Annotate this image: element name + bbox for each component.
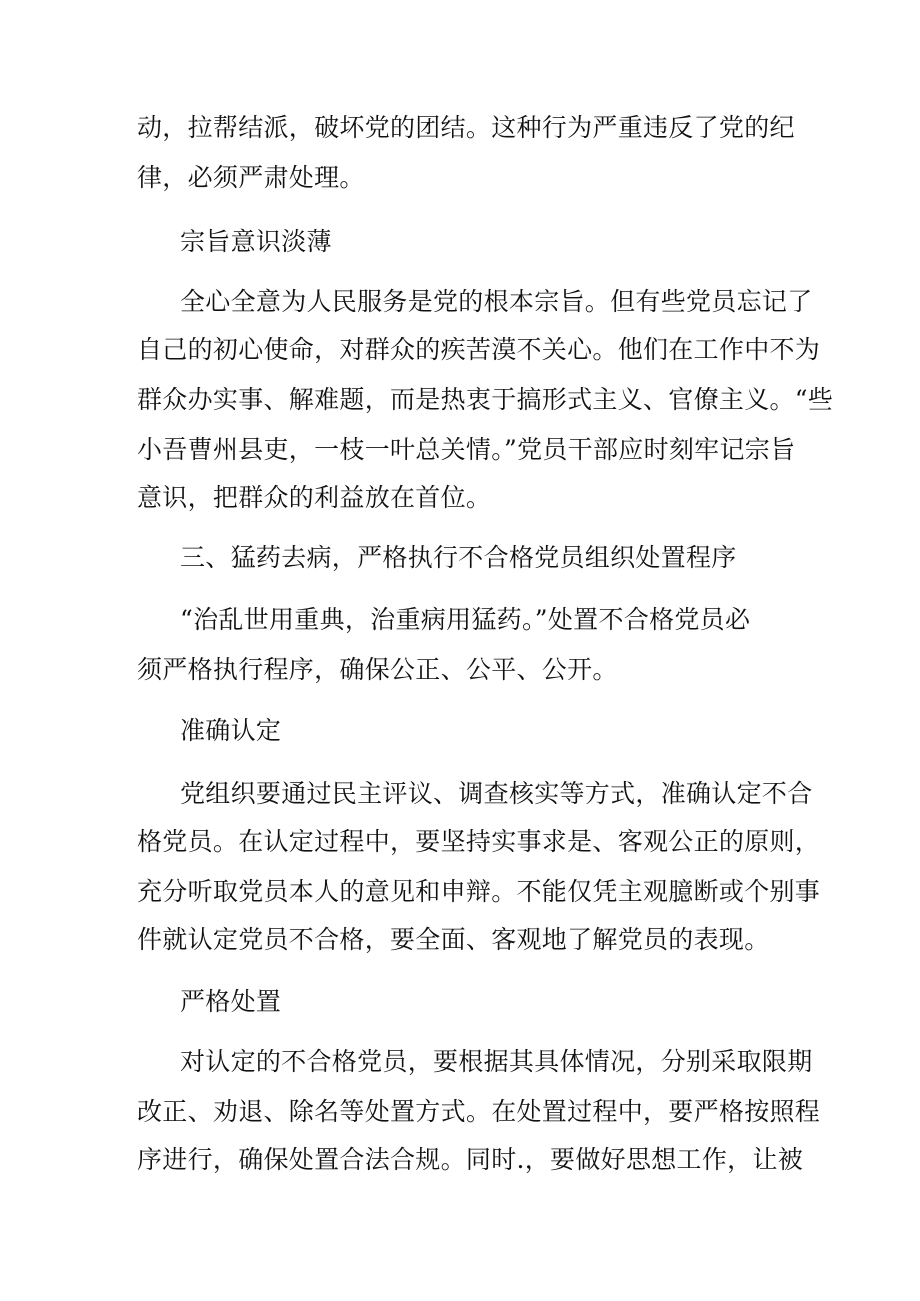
section-heading: 严格处置 bbox=[180, 987, 282, 1016]
section-heading: 宗旨意识淡薄 bbox=[180, 227, 332, 256]
paragraph-line: “治乱世用重典，治重病用猛药。”处置不合格党员必 bbox=[180, 605, 751, 634]
paragraph-line: 充分听取党员本人的意见和申辩。不能仅凭主观臆断或个别事 bbox=[137, 877, 821, 906]
paragraph-line: 意识，把群众的利益放在首位。 bbox=[137, 483, 492, 512]
paragraph-line: 小吾曹州县吏，一枝一叶总关情。”党员干部应时刻牢记宗旨 bbox=[137, 435, 796, 464]
paragraph-line: 序进行，确保处置合法合规。同时.，要做好思想工作，让被 bbox=[137, 1145, 804, 1174]
paragraph-line: 全心全意为人民服务是党的根本宗旨。但有些党员忘记了 bbox=[180, 287, 813, 316]
paragraph-line: 自己的初心使命，对群众的疾苦漠不关心。他们在工作中不为 bbox=[137, 335, 821, 364]
paragraph-line: 格党员。在认定过程中，要坚持实事求是、客观公正的原则， bbox=[137, 827, 821, 856]
paragraph-line: 改正、劝退、除名等处置方式。在处置过程中，要严格按照程 bbox=[137, 1097, 821, 1126]
paragraph-line: 须严格执行程序，确保公正、公平、公开。 bbox=[137, 655, 618, 684]
section-heading: 三、猛药去病，严格执行不合格党员组织处置程序 bbox=[180, 543, 737, 572]
paragraph-line: 件就认定党员不合格，要全面、客观地了解党员的表现。 bbox=[137, 925, 770, 954]
paragraph-line: 动，拉帮结派，破坏党的团结。这种行为严重违反了党的纪 bbox=[137, 113, 795, 142]
paragraph-line: 律，必须严肃处理。 bbox=[137, 163, 365, 192]
section-heading: 准确认定 bbox=[180, 716, 282, 745]
paragraph-line: 对认定的不合格党员，要根据其具体情况，分别采取限期 bbox=[180, 1047, 813, 1076]
paragraph-line: 党组织要通过民主评议、调查核实等方式，准确认定不合 bbox=[180, 779, 813, 808]
paragraph-line: 群众办实事、解难题，而是热衷于搞形式主义、官僚主义。“些 bbox=[137, 385, 834, 414]
